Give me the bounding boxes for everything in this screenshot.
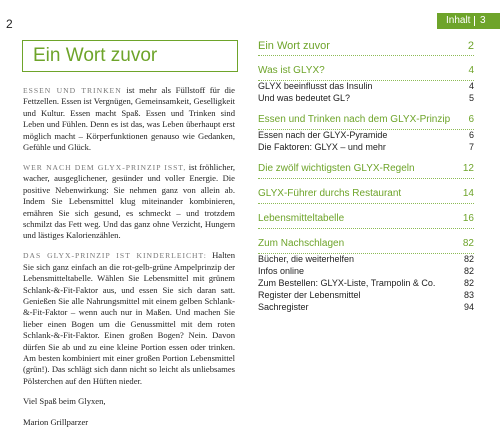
paragraph-lead: ESSEN UND TRINKEN xyxy=(23,86,122,95)
toc-chapter-entry[interactable] xyxy=(258,163,474,179)
toc-entry-page: 83 xyxy=(463,290,474,300)
toc-subentry[interactable] xyxy=(258,142,474,154)
chapter-title: Ein Wort zuvor xyxy=(33,45,158,66)
toc-subentry[interactable] xyxy=(258,130,474,142)
toc-entry-title: Ein Wort zuvor xyxy=(258,40,330,52)
toc-entry-page: 2 xyxy=(467,40,474,52)
table-of-contents xyxy=(258,40,474,314)
toc-entry-title: Die zwölf wichtigsten GLYX-Regeln xyxy=(258,163,415,174)
toc-entry-title: Essen nach der GLYX-Pyramide xyxy=(258,130,388,140)
toc-entry-page: 82 xyxy=(462,238,474,249)
paragraph-lead: WER NACH DEM GLYX-PRINZIP ISST, xyxy=(23,162,187,172)
toc-entry-title: GLYX beeinflusst das Insulin xyxy=(258,81,373,91)
toc-chapter-entry[interactable] xyxy=(258,114,474,130)
toc-entry-page: 16 xyxy=(462,213,474,224)
intro-paragraph-3 xyxy=(23,250,235,387)
toc-entry-page: 6 xyxy=(468,130,474,140)
toc-entry-title: Infos online xyxy=(258,266,305,276)
toc-entry-page: 82 xyxy=(463,266,474,276)
toc-chapter-entry[interactable] xyxy=(258,188,474,204)
toc-entry-page: 7 xyxy=(468,142,474,152)
toc-chapter-entry[interactable] xyxy=(258,238,474,254)
toc-entry-title: Was ist GLYX? xyxy=(258,65,325,76)
section-tab-label: Inhalt xyxy=(446,15,471,26)
toc-entry-page: 12 xyxy=(462,163,474,174)
toc-entry-title: Zum Bestellen: GLYX-Liste, Trampolin & Co. xyxy=(258,278,436,288)
toc-entry-title: Zum Nachschlagen xyxy=(258,238,345,249)
toc-subentry[interactable] xyxy=(258,81,474,93)
toc-subentry[interactable] xyxy=(258,302,474,314)
toc-chapter-entry[interactable] xyxy=(258,213,474,229)
toc-gap xyxy=(258,179,474,188)
toc-chapter-entry[interactable] xyxy=(258,40,474,56)
toc-subentry[interactable] xyxy=(258,278,474,290)
paragraph-body: ist mehr als Füllstoff für die Fettzellen. Essen ist Vergnügen, Gemeinsamkeit, Geselligkeit und Kultur. Essen macht Spaß. Essen und Trinken sind Leben und Fühlen. Denn es ist das, was Leben überhaupt erst möglich macht – Körperfunktionen genauso wie Gedanken, Gefühle und Glück. xyxy=(23,85,235,153)
intro-paragraph-1 xyxy=(23,85,235,153)
toc-entry-title: Register der Lebensmittel xyxy=(258,290,361,300)
toc-entry-title: Sachregister xyxy=(258,302,309,312)
toc-gap xyxy=(258,204,474,213)
intro-text xyxy=(23,85,235,438)
toc-entry-page: 82 xyxy=(463,254,474,264)
chapter-title-box xyxy=(22,40,238,72)
toc-entry-title: GLYX-Führer durchs Restaurant xyxy=(258,188,402,199)
paragraph-lead: DAS GLYX-PRINZIP IST KINDERLEICHT: xyxy=(23,251,207,261)
toc-gap xyxy=(258,154,474,163)
toc-entry-page: 4 xyxy=(468,81,474,91)
toc-entry-title: Lebensmitteltabelle xyxy=(258,213,345,224)
toc-subentry[interactable] xyxy=(258,266,474,278)
toc-entry-page: 94 xyxy=(463,302,474,312)
toc-subentry[interactable] xyxy=(258,93,474,105)
toc-entry-page: 6 xyxy=(468,114,474,125)
signature-block xyxy=(23,396,235,429)
toc-gap xyxy=(258,229,474,238)
author-name: Marion Grillparzer xyxy=(23,417,89,428)
toc-gap xyxy=(258,105,474,114)
right-page-number: 3 xyxy=(480,15,486,26)
section-tab xyxy=(437,13,500,29)
toc-subentry[interactable] xyxy=(258,290,474,302)
toc-entry-title: Essen und Trinken nach dem GLYX-Prinzip xyxy=(258,114,451,125)
toc-entry-title: Und was bedeutet GL? xyxy=(258,93,351,103)
toc-entry-title: Bücher, die weiterhelfen xyxy=(258,254,355,264)
closing-line: Viel Spaß beim Glyxen, xyxy=(23,395,106,406)
toc-entry-page: 4 xyxy=(468,65,474,76)
tab-divider xyxy=(474,16,475,26)
toc-chapter-entry[interactable] xyxy=(258,65,474,81)
paragraph-body: ist fröhlicher, wacher, ausgeglichener, gesünder und voller Energie. Die positive Nebenwirkung: Sie nehmen ganz von allein ab. Indem Sie Lebensmittel klug miteinander kombinieren, ernähren Sie sich gesund, es schmeckt – und trotzdem schmilzt das Fett weg. Und das ganz ohne Verzicht, Hungern und lästiges Kalorienzählen. xyxy=(23,161,235,241)
toc-gap xyxy=(258,56,474,65)
toc-entry-page: 5 xyxy=(468,93,474,103)
toc-entry-page: 14 xyxy=(462,188,474,199)
paragraph-body: Halten Sie sich ganz einfach an die rot-gelb-grüne Ampelprinzip der Lebensmitteltabelle. Wählen Sie Lebensmittel mit grünem Schlank-&-Fit-Faktor aus, und essen Sie sich daran satt. Genießen Sie alle Nahrungsmittel mit einem gelben Schlank-&-Fit-Faktor – wenn auch nur in Maßen. Und machen Sie lieber einen Bogen um die Genussmittel mit dem roten Schlank-&-Fit-Faktor. Einen großen Bogen? Nein. Davon dürfen Sie ab und zu eine kleine Portion essen oder trinken. Am besten kombiniert mit einer großen Portion Lebensmittel (grün!). Das schlägt sich dann nicht so leicht als unliebsames Pölsterchen auf den Hüften nieder. xyxy=(23,250,235,386)
intro-paragraph-2 xyxy=(23,162,235,242)
toc-entry-title: Die Faktoren: GLYX – und mehr xyxy=(258,142,386,152)
left-page-number: 2 xyxy=(6,17,13,31)
toc-entry-page: 82 xyxy=(463,278,474,288)
toc-subentry[interactable] xyxy=(258,254,474,266)
